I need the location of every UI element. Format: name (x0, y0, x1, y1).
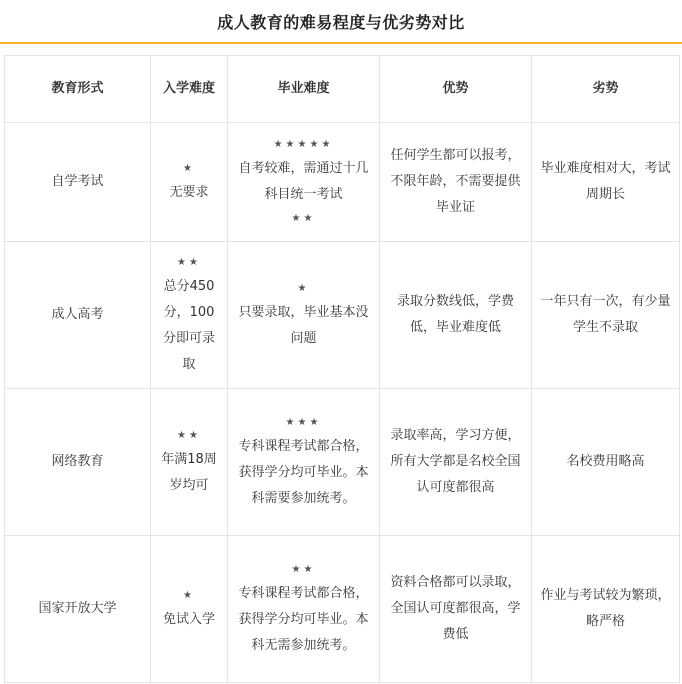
entry-text: 无要求 (169, 185, 209, 200)
table-header-row (5, 56, 680, 123)
cell-disadvantage: 作业与考试较为繁琐，略严格 (532, 536, 680, 683)
graduation-text: 只要录取，毕业基本没问题 (238, 305, 369, 346)
entry-text: 总分450分，100分即可录取 (162, 279, 215, 372)
header-advantages: 优势 (380, 56, 532, 123)
comparison-table (4, 55, 680, 683)
graduation-rating-stars-tail: ★★ (291, 213, 316, 224)
graduation-rating-stars: ★★ (291, 564, 316, 575)
cell-entry-difficulty (151, 536, 228, 683)
graduation-text: 自考较难，需通过十几科目统一考试 (238, 161, 369, 202)
cell-entry-difficulty (151, 242, 228, 389)
cell-graduation-difficulty (228, 389, 380, 536)
cell-disadvantage: 一年只有一次，有少量学生不录取 (532, 242, 680, 389)
entry-rating-stars: ★★ (177, 257, 201, 268)
cell-advantage: 录取率高，学习方便，所有大学都是名校全国认可度都很高 (380, 389, 532, 536)
entry-text: 年满18周岁均可 (161, 452, 217, 493)
cell-form: 国家开放大学 (5, 536, 151, 683)
entry-rating-stars: ★ (183, 163, 195, 174)
cell-disadvantage: 名校费用略高 (532, 389, 680, 536)
graduation-rating-stars: ★★★ (285, 417, 322, 428)
cell-advantage: 任何学生都可以报考，不限年龄，不需要提供毕业证 (380, 123, 532, 242)
entry-rating-stars: ★★ (177, 430, 201, 441)
cell-entry-difficulty (151, 123, 228, 242)
cell-advantage: 资料合格都可以录取，全国认可度都很高，学费低 (380, 536, 532, 683)
cell-entry-difficulty (151, 389, 228, 536)
table-row (5, 389, 680, 536)
cell-form: 自学考试 (5, 123, 151, 242)
cell-form: 网络教育 (5, 389, 151, 536)
graduation-rating-stars: ★★★★★ (273, 139, 334, 150)
cell-graduation-difficulty (228, 242, 380, 389)
graduation-text: 专科课程考试都合格，获得学分均可毕业。本科需要参加统考。 (238, 439, 369, 506)
graduation-rating-stars: ★ (297, 283, 310, 294)
header-entry-difficulty: 入学难度 (151, 56, 228, 123)
cell-form: 成人高考 (5, 242, 151, 389)
page-title: 成人教育的难易程度与优劣势对比 (217, 12, 465, 32)
cell-graduation-difficulty (228, 536, 380, 683)
table-row (5, 536, 680, 683)
title-bar (0, 0, 682, 44)
cell-disadvantage: 毕业难度相对大，考试周期长 (532, 123, 680, 242)
entry-rating-stars: ★ (183, 590, 195, 601)
cell-graduation-difficulty (228, 123, 380, 242)
header-disadvantages: 劣势 (532, 56, 680, 123)
graduation-text: 专科课程考试都合格，获得学分均可毕业。本科无需参加统考。 (238, 586, 369, 653)
table-row (5, 123, 680, 242)
entry-text: 免试入学 (162, 612, 215, 627)
header-graduation-difficulty: 毕业难度 (228, 56, 380, 123)
header-education-form: 教育形式 (5, 56, 151, 123)
table-row (5, 242, 680, 389)
cell-advantage: 录取分数线低，学费低，毕业难度低 (380, 242, 532, 389)
